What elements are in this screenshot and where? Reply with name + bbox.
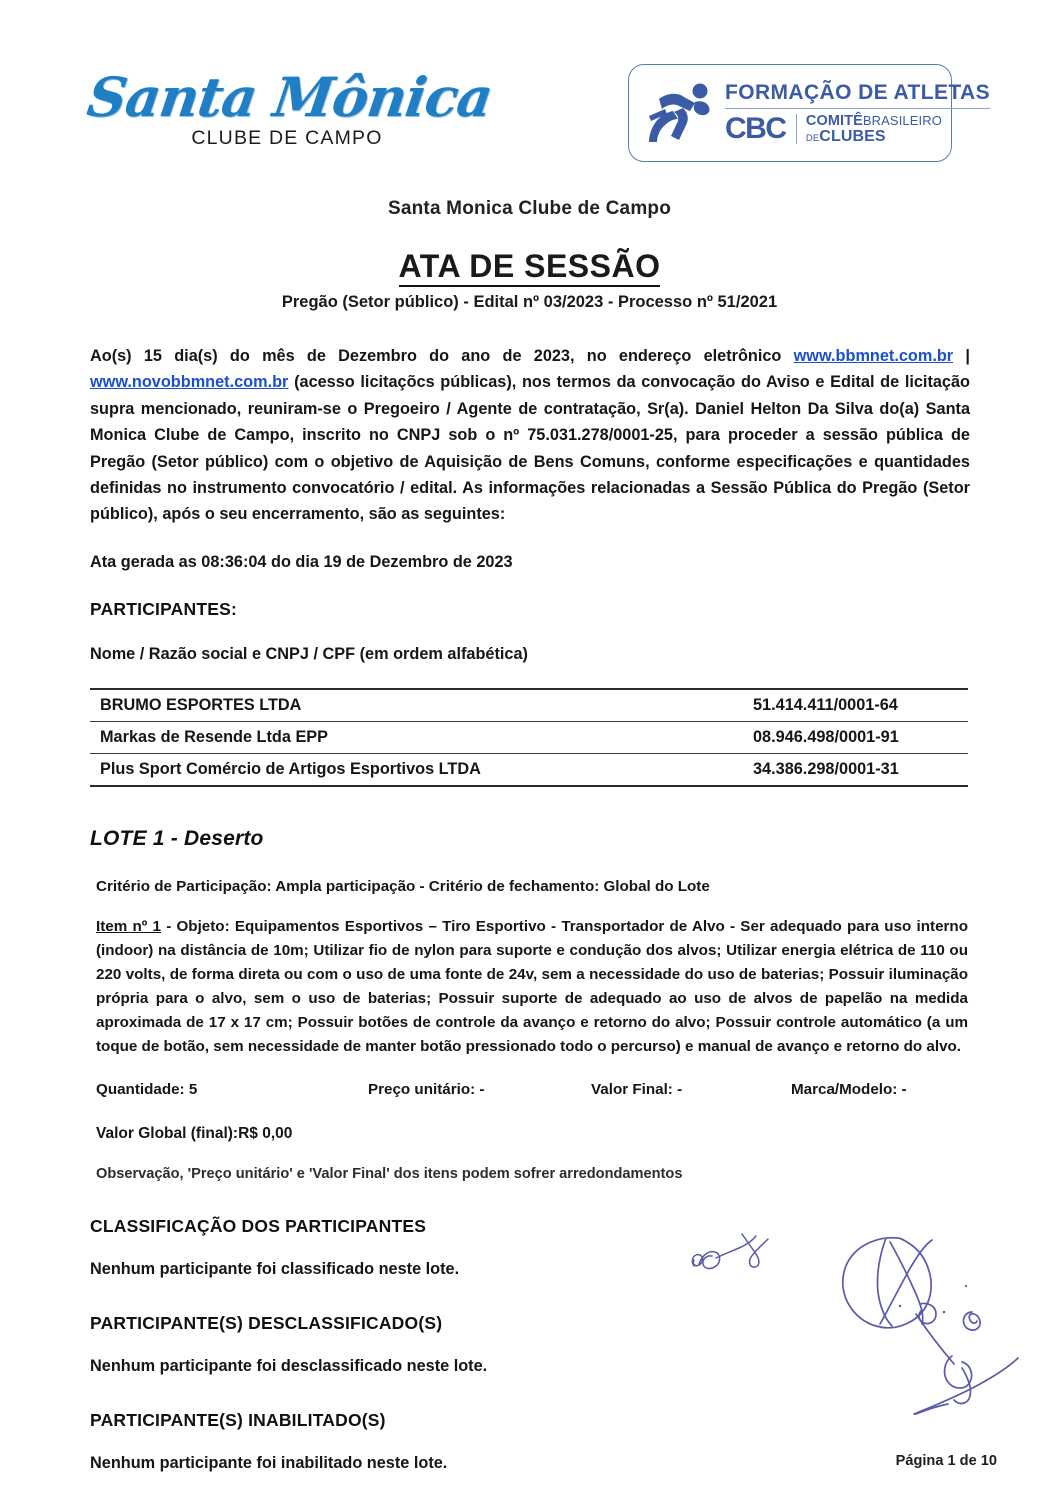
lote-criteria: Critério de Participação: Ampla participação - Critério de fechamento: Global do Lote	[96, 877, 710, 895]
page-header	[0, 58, 1059, 173]
quantidade-value: Quantidade: 5	[96, 1080, 198, 1098]
cbc-name-line-2	[806, 129, 942, 145]
marca-modelo-value: Marca/Modelo: -	[791, 1080, 907, 1098]
club-logo-subtitle: CLUBE DE CAMPO	[191, 127, 383, 149]
page-title	[0, 248, 1059, 285]
cbc-text-block	[725, 81, 990, 145]
novobbmnet-link[interactable]: www.novobbmnet.com.br	[90, 373, 289, 392]
intro-text-before-links: Ao(s) 15 dia(s) do mês de Dezembro do ano de 2023, no endereço eletrônico	[90, 347, 794, 365]
bbmnet-link[interactable]: www.bbmnet.com.br	[793, 347, 954, 365]
participants-table-body	[90, 689, 968, 786]
cbc-divider	[796, 114, 797, 144]
santa-monica-logo	[83, 65, 496, 150]
table-row	[90, 689, 968, 722]
club-logo-script-text: Santa Mônica	[83, 65, 496, 129]
cbc-name-brasileiro: BRASILEIRO	[862, 112, 942, 128]
participant-name: Plus Sport Comércio de Artigos Esportivos LTDA	[100, 759, 481, 778]
item-values-row	[96, 1081, 970, 1103]
organization-name: Santa Monica Clube de Campo	[387, 198, 672, 219]
generated-timestamp-line: Ata gerada as 08:36:04 do dia 19 de Dezembro de 2023	[90, 552, 513, 571]
lote-title: LOTE 1 - Deserto	[90, 826, 264, 850]
cbc-name-line-1	[806, 113, 942, 129]
desclassificados-heading: PARTICIPANTE(S) DESCLASSIFICADO(S)	[90, 1312, 443, 1333]
inabilitados-body: Nenhum participante foi inabilitado neste lote.	[90, 1453, 448, 1472]
cbc-logo	[628, 64, 991, 162]
links-separator: |	[953, 347, 970, 365]
item-description	[96, 915, 968, 1059]
classificacao-heading: CLASSIFICAÇÃO DOS PARTICIPANTES	[90, 1215, 427, 1236]
participant-name: BRUMO ESPORTES LTDA	[90, 689, 753, 722]
page-footer: Página 1 de 10	[895, 1453, 997, 1469]
cbc-name-de: DE	[805, 132, 820, 144]
cbc-name-clubes: CLUBES	[819, 127, 886, 145]
cbc-tagline: FORMAÇÃO DE ATLETAS	[725, 81, 990, 109]
item-number-label: Item nº 1	[96, 917, 161, 935]
page-title-text: ATA DE SESSÃO	[399, 248, 661, 287]
participants-heading: PARTICIPANTES:	[90, 598, 238, 619]
cbc-full-name	[806, 113, 942, 145]
document-body	[90, 343, 970, 1473]
intro-text-after-links: (acesso licitaçõcs públicas), nos termos da convocação do Aviso e Edital de licitação supra mencionado, reuniram-se o Pregoeiro / Agente de contratação, Sr(a). Daniel Helton Da Silva do(a) Santa Monica Clube de Campo, inscrito no CNPJ sob o nº 75.031.278/0001-25, para proceder a sessão pública de Pregão (Setor público) com o objetivo de Aquisição de Bens Comuns, conforme especificações e quantidades definidas no instrumento convocatório / edital. As informações relacionadas a Sessão Pública do Pregão (Setor público), após o seu encerramento, são as seguintes:	[90, 373, 970, 524]
desclassificados-body: Nenhum participante foi desclassificado neste lote.	[90, 1356, 488, 1375]
observacao-note: Observação, 'Preço unitário' e 'Valor Final' dos itens podem sofrer arredondamentos	[96, 1165, 683, 1182]
participant-cnpj: 08.946.498/0001-91	[753, 721, 968, 753]
participant-cnpj: 51.414.411/0001-64	[753, 689, 968, 722]
valor-final-value: Valor Final: -	[591, 1080, 683, 1098]
table-row	[90, 721, 968, 753]
preco-unitario-value: Preço unitário: -	[368, 1080, 485, 1098]
table-row	[90, 753, 968, 786]
participants-subheading: Nome / Razão social e CNPJ / CPF (em ordem alfabética)	[90, 644, 528, 663]
participants-table	[90, 688, 968, 787]
participant-cnpj: 34.386.298/0001-31	[753, 759, 899, 778]
cbc-lockup	[725, 113, 990, 145]
classificacao-body: Nenhum participante foi classificado neste lote.	[90, 1259, 460, 1278]
cbc-name-comite: COMITÊ	[805, 112, 863, 129]
item-description-text: - Objeto: Equipamentos Esportivos – Tiro Esportivo - Transportador de Alvo - Ser adequado para uso interno (indoor) na distância de 10m; Utilizar fio de nylon para suporte e condução dos alvos; Utilizar energia elétrica de 110 ou 220 volts, de forma direta ou com o uso de uma fonte de 24v, sem a necessidade do uso de baterias; Possuir iluminação própria para o alvo, sem o uso de baterias; Possuir suporte de adequado ao uso de alvos de papelão na medida aproximada de 17 x 17 cm; Possuir botões de controle da avanço e retorno do alvo; Possuir controle automático (a um toque de botão, sem necessidade de manter botão pressionado todo o percurso) e manual de avanço e retorno do alvo.	[96, 917, 968, 1055]
runner-icon	[643, 78, 719, 148]
document-subtitle: Pregão (Setor público) - Edital nº 03/2023 - Processo nº 51/2021	[281, 293, 778, 311]
intro-paragraph	[90, 343, 970, 528]
inabilitados-heading: PARTICIPANTE(S) INABILITADO(S)	[90, 1409, 386, 1430]
cbc-acronym: CBC	[725, 112, 786, 145]
participant-name: Markas de Resende Ltda EPP	[90, 721, 753, 753]
valor-global-line: Valor Global (final):R$ 0,00	[96, 1124, 293, 1142]
